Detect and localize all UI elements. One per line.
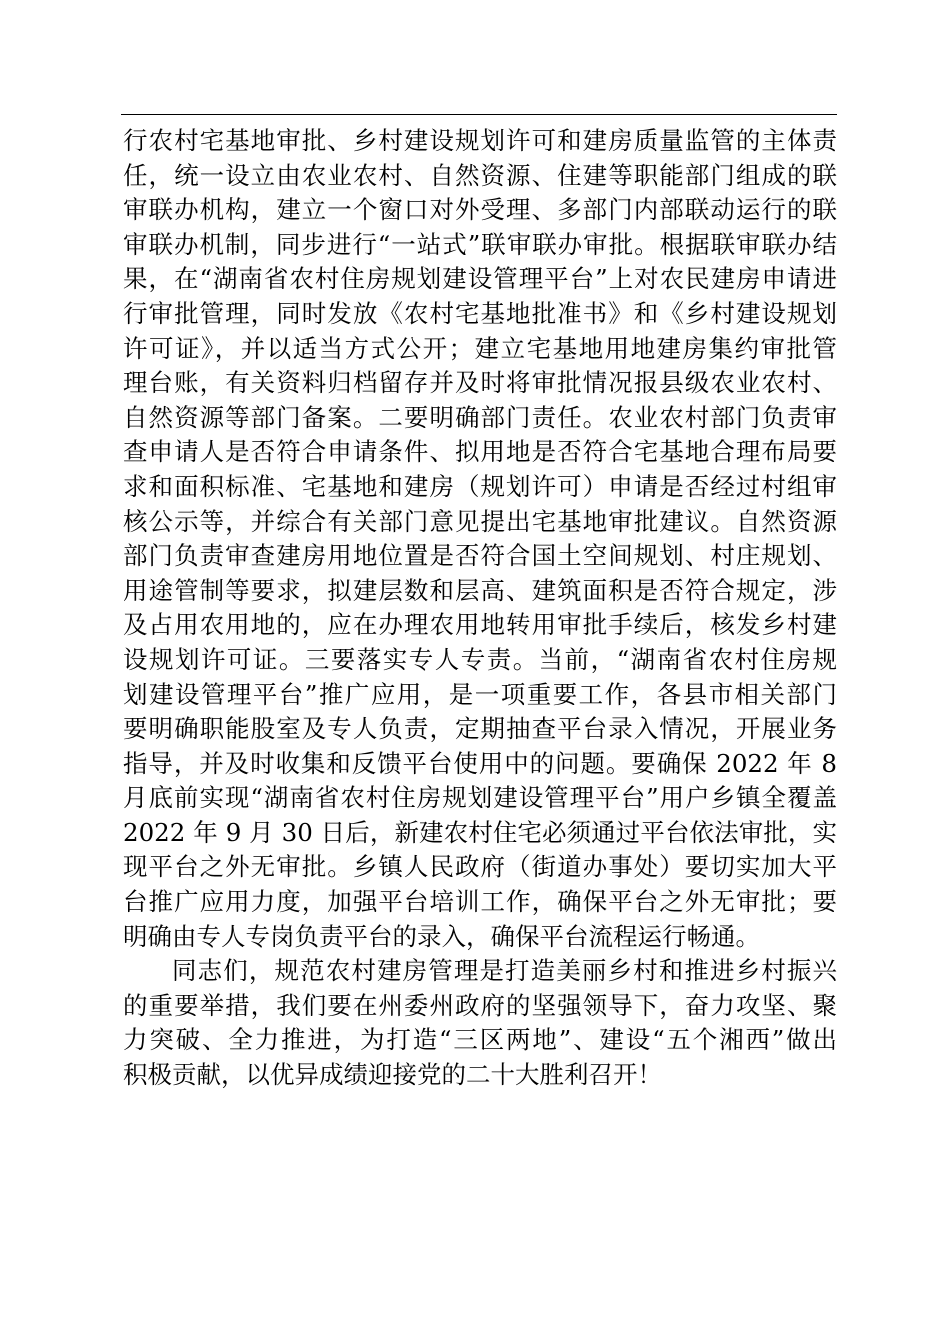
text-line: 及占用农用地的，应在办理农用地转用审批手续后，核发乡村建 xyxy=(123,610,837,640)
text-line: 部门负责审查建房用地位置是否符合国土空间规划、村庄规划、 xyxy=(123,541,837,571)
text-line: 力突破、全力推进，为打造“三区两地”、建设“五个湘西”做出 xyxy=(123,1025,837,1055)
paragraph xyxy=(123,124,837,954)
text-line: 明确由专人专岗负责平台的录入，确保平台流程运行畅通。 xyxy=(123,921,760,951)
text-line: 核公示等，并综合有关部门意见提出宅基地审批建议。自然资源 xyxy=(123,506,837,536)
text-line: 用途管制等要求，拟建层数和层高、建筑面积是否符合规定，涉 xyxy=(123,575,837,605)
text-line: 指导，并及时收集和反馈平台使用中的问题。要确保 2022 年 8 xyxy=(123,748,837,778)
text-line: 同志们，规范农村建房管理是打造美丽乡村和推进乡村振兴 xyxy=(172,956,837,986)
text-line: 划建设管理平台”推广应用，是一项重要工作，各县市相关部门 xyxy=(123,679,837,709)
text-line: 的重要举措，我们要在州委州政府的坚强领导下，奋力攻坚、聚 xyxy=(123,990,837,1020)
body-text xyxy=(123,124,837,1093)
text-line: 现平台之外无审批。乡镇人民政府（街道办事处）要切实加大平 xyxy=(123,852,837,882)
text-line: 审联办机构，建立一个窗口对外受理、多部门内部联动运行的联 xyxy=(123,195,837,225)
text-line: 行审批管理，同时发放《农村宅基地批准书》和《乡村建设规划 xyxy=(123,298,837,328)
text-line: 求和面积标准、宅基地和建房（规划许可）申请是否经过村组审 xyxy=(123,471,837,501)
text-line: 任，统一设立由农业农村、自然资源、住建等职能部门组成的联 xyxy=(123,160,837,190)
text-line: 理台账，有关资料归档留存并及时将审批情况报县级农业农村、 xyxy=(123,368,837,398)
text-line: 月底前实现“湖南省农村住房规划建设管理平台”用户乡镇全覆盖 xyxy=(123,783,837,813)
text-line: 查申请人是否符合申请条件、拟用地是否符合宅基地合理布局要 xyxy=(123,437,837,467)
text-line: 要明确职能股室及专人负责，定期抽查平台录入情况，开展业务 xyxy=(123,714,837,744)
text-line: 自然资源等部门备案。二要明确部门责任。农业农村部门负责审 xyxy=(123,402,837,432)
text-line: 台推广应用力度，加强平台培训工作，确保平台之外无审批；要 xyxy=(123,887,837,917)
text-line: 设规划许可证。三要落实专人专责。当前，“湖南省农村住房规 xyxy=(123,644,837,674)
text-line: 行农村宅基地审批、乡村建设规划许可和建房质量监管的主体责 xyxy=(123,126,837,155)
text-line: 2022 年 9 月 30 日后，新建农村住宅必须通过平台依法审批，实 xyxy=(123,817,837,847)
paragraph xyxy=(123,954,837,1092)
header-rule xyxy=(121,114,837,115)
text-line: 审联办机制，同步进行“一站式”联审联办审批。根据联审联办结 xyxy=(123,229,837,259)
text-line: 积极贡献，以优异成绩迎接党的二十大胜利召开！ xyxy=(123,1060,662,1090)
text-line: 许可证》，并以适当方式公开；建立宅基地用地建房集约审批管 xyxy=(123,333,837,363)
text-line: 果，在“湖南省农村住房规划建设管理平台”上对农民建房申请进 xyxy=(123,264,837,294)
